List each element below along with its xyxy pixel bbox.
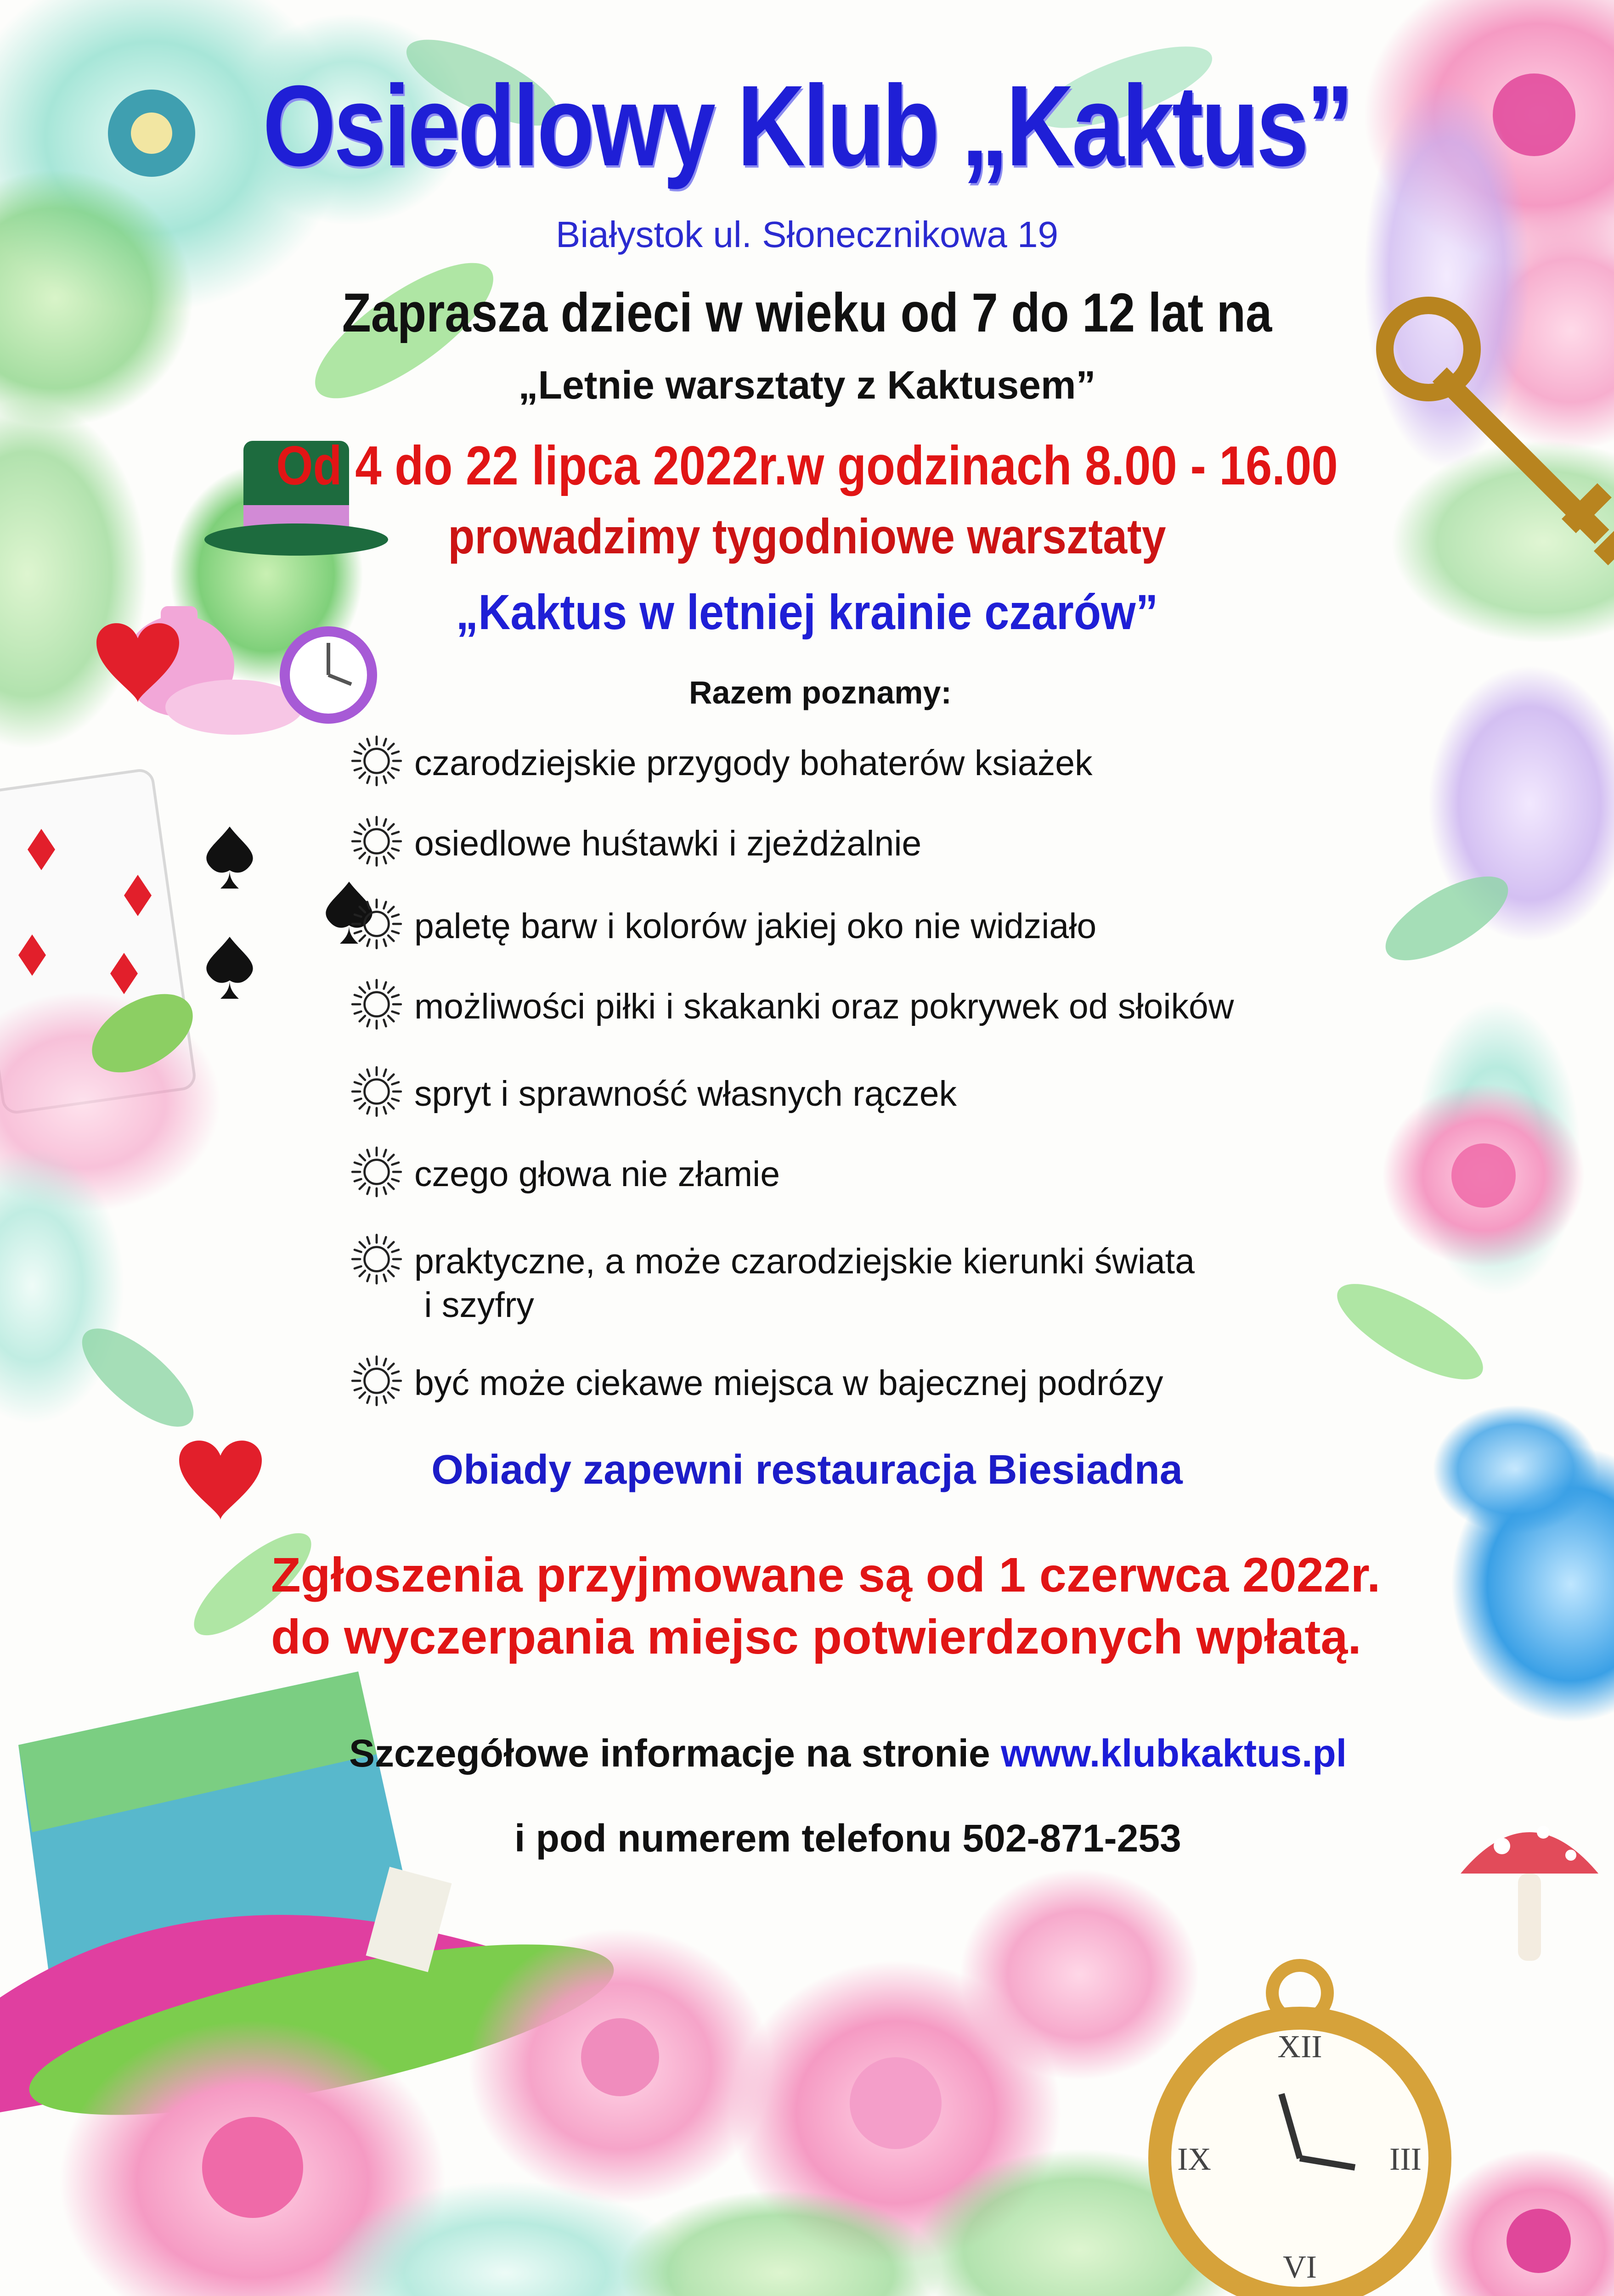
list-item (349, 1240, 1195, 1327)
list-item (349, 1362, 1163, 1408)
activity-text: czarodziejskie przygody bohaterów ksiażek (414, 743, 1093, 783)
lunch-info: Obiady zapewni restauracja Biesiadna (431, 1447, 1183, 1493)
sun-icon (349, 896, 404, 951)
pocket-watch-icon (1148, 1965, 1451, 2296)
activity-text: paletę barw i kolorów jakiej oko nie widziało (414, 906, 1097, 946)
program-dates: Od 4 do 22 lipca 2022r.w godzinach 8.00 - 16.00 (276, 435, 1338, 496)
sun-icon (349, 1144, 404, 1199)
contact-info (349, 1731, 1347, 1776)
list-item (349, 1153, 780, 1199)
list-item (349, 1072, 957, 1119)
pocket-watch-icon (285, 631, 372, 719)
registration-line-2: do wyczerpania miejsc potwierdzonych wpłatą. (271, 1610, 1361, 1664)
list-item (349, 742, 1093, 788)
activity-text: praktyczne, a może czarodziejskie kierunki świata i szyfry (414, 1242, 1195, 1325)
svg-text:III: III (1389, 2142, 1422, 2177)
list-item (349, 905, 1096, 951)
activity-text: czego głowa nie złamie (414, 1154, 780, 1194)
rose-icon (1383, 1084, 1585, 1267)
activity-text: być może ciekawe miejsca w bajecznej podrózy (414, 1363, 1163, 1403)
sun-icon (349, 977, 404, 1032)
svg-text:VI: VI (1283, 2250, 1317, 2285)
svg-text:IX: IX (1177, 2142, 1211, 2177)
activity-text: spryt i sprawność własnych rączek (414, 1074, 957, 1114)
sun-icon (349, 1353, 404, 1408)
sun-icon (349, 1232, 404, 1287)
svg-text:XII: XII (1277, 2029, 1322, 2065)
registration-line-1: Zgłoszenia przyjmowane są od 1 czerwca 2022r. (271, 1548, 1381, 1602)
activities-heading: Razem poznamy: (689, 675, 952, 710)
phone-info: i pod numerem telefonu 502-871-253 (514, 1817, 1181, 1860)
weekly-workshops: prowadzimy tygodniowe warsztaty (448, 508, 1166, 564)
sun-icon (349, 1064, 404, 1119)
activity-text: możliwości piłki i skakanki oraz pokrywek od słoików (414, 987, 1234, 1026)
sun-icon (349, 814, 404, 869)
program-name: „Letnie warsztaty z Kaktusem” (518, 363, 1096, 407)
invitation-line: Zaprasza dzieci w wieku od 7 do 12 lat na (342, 282, 1272, 343)
club-address: Białystok ul. Słonecznikowa 19 (556, 214, 1058, 255)
workshop-theme: „Kaktus w letniej krainie czarów” (456, 584, 1158, 640)
contact-info-text: Szczegółowe informacje na stronie (349, 1732, 990, 1775)
list-item (349, 985, 1234, 1032)
activity-text: osiedlowe huśtawki i zjeżdżalnie (414, 824, 922, 863)
list-item (349, 822, 921, 869)
mushroom-icon (1461, 1826, 1598, 1961)
website-link[interactable]: www.klubkaktus.pl (1001, 1732, 1347, 1775)
leaf-icon (1325, 666, 1614, 1397)
club-title: Osiedlowy Klub „Kaktus” (262, 62, 1352, 190)
sun-icon (349, 733, 404, 788)
